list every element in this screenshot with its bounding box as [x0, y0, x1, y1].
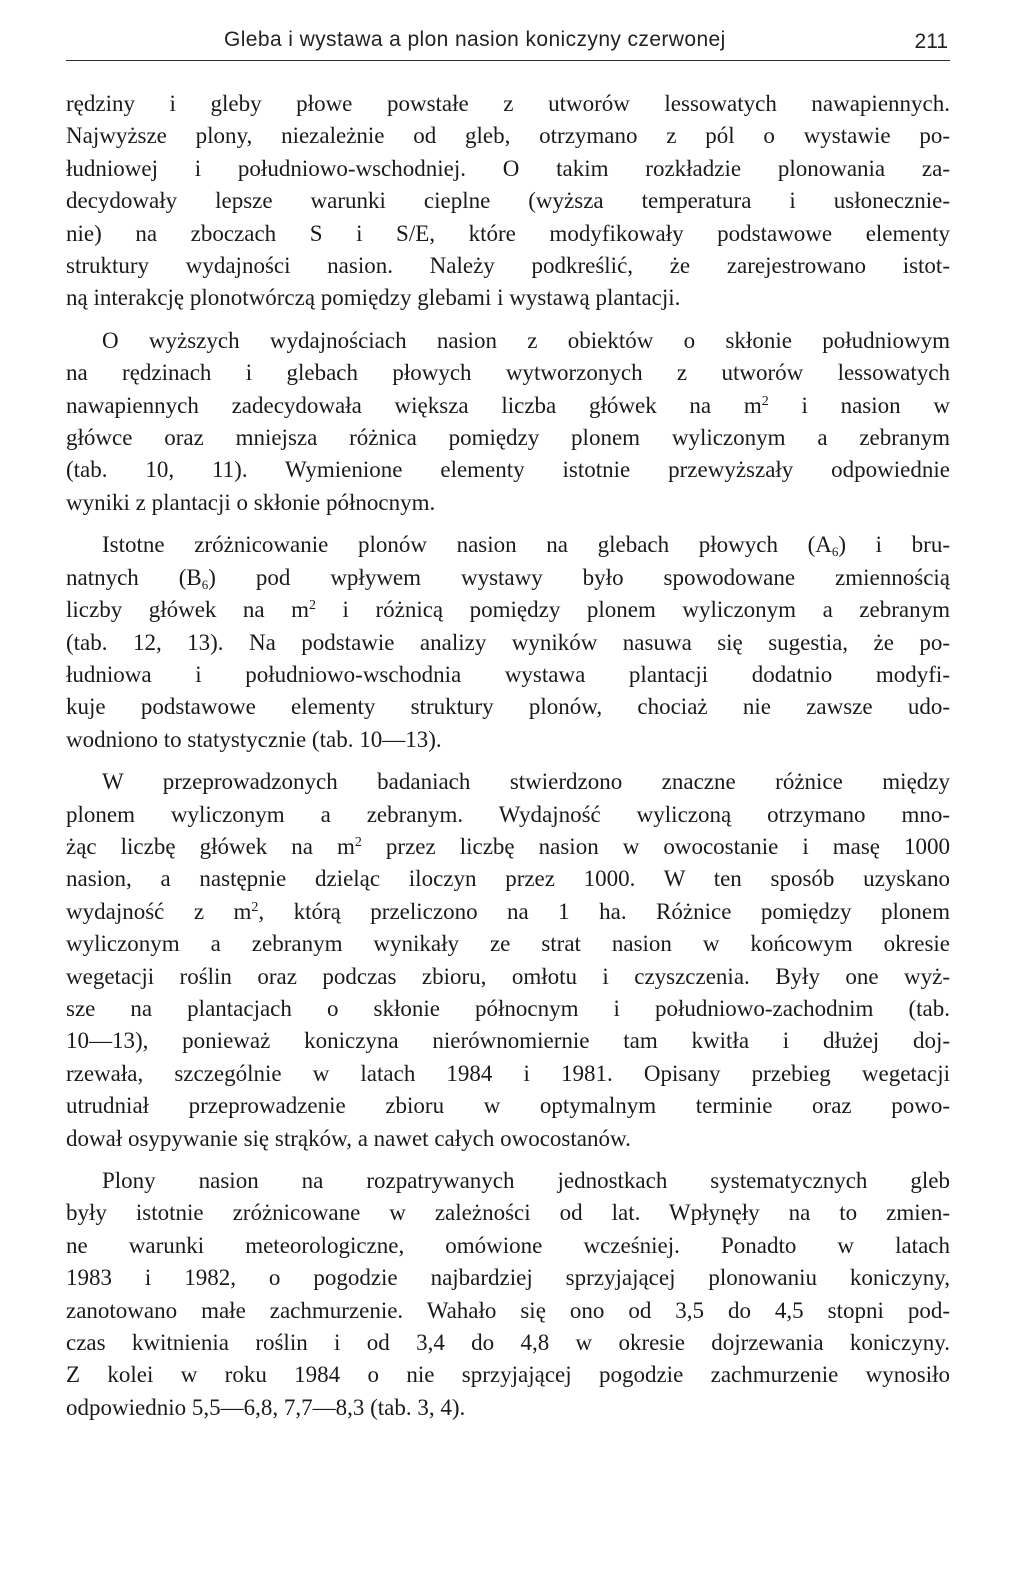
text-line: decydowały lepsze warunki cieplne (wyższa temperatura i usłonecznie-	[66, 188, 950, 214]
subscript: 6	[201, 576, 209, 592]
text-line: zanotowano małe zachmurzenie. Wahało się ono od 3,5 do 4,5 stopni pod-	[66, 1297, 950, 1323]
text-line: główce oraz mniejsza różnica pomiędzy plonem wyliczonym a zebranym	[66, 425, 950, 451]
text-line: ną interakcję plonotwórczą pomiędzy glebami i wystawą plantacji.	[66, 285, 681, 311]
text-line	[66, 896, 950, 928]
text-fragment: i różnicą pomiędzy plonem wyliczonym a zebranym	[316, 597, 950, 623]
text-line: wodniono to statystycznie (tab. 10—13).	[66, 726, 442, 752]
text-line: plonem wyliczonym a zebranym. Wydajność wyliczoną otrzymano mno-	[66, 801, 950, 827]
document-page	[66, 0, 951, 1420]
text-line: Najwyższe plony, niezależnie od gleb, otrzymano z pól o wystawie po-	[66, 123, 950, 149]
text-line: struktury wydajności nasion. Należy podkreślić, że zarejestrowano istot-	[66, 253, 950, 279]
text-fragment: liczby główek na m	[66, 597, 310, 623]
text-line: łudniowej i południowo-wschodniej. O takim rozkładzie plonowania za-	[66, 155, 950, 181]
text-fragment: żąc liczbę główek na m	[66, 833, 355, 859]
text-line: na rędzinach i glebach płowych wytworzonych z utworów lessowatych	[66, 360, 950, 386]
superscript: 2	[354, 834, 362, 850]
page-header	[66, 0, 950, 61]
body-text	[66, 88, 950, 1434]
text-line: sze na plantacjach o skłonie północnym i południowo-zachodnim (tab.	[66, 995, 950, 1021]
text-line: ne warunki meteorologiczne, omówione wcześniej. Ponadto w latach	[66, 1232, 950, 1258]
paragraph-2	[66, 325, 950, 519]
paragraph-5	[66, 1165, 950, 1424]
text-fragment: ) pod wpływem wystawy było spowodowane zmiennością	[208, 564, 951, 590]
text-fragment: wydajność z m	[66, 898, 252, 924]
subscript: 6	[831, 544, 839, 560]
text-fragment: przez liczbę nasion w owocostanie i masę 1000	[361, 833, 950, 859]
text-line: wyniki z plantacji o skłonie północnym.	[66, 489, 436, 515]
text-line	[66, 562, 950, 594]
text-line: (tab. 12, 13). Na podstawie analizy wyników nasuwa się sugestia, że po-	[66, 629, 950, 655]
text-fragment: ) i bru-	[838, 532, 950, 558]
text-fragment: natnych (B	[66, 564, 202, 590]
text-line: łudniowa i południowo-wschodnia wystawa plantacji dodatnio modyfi-	[66, 661, 950, 687]
page-number: 211	[914, 30, 948, 53]
superscript: 2	[761, 393, 769, 409]
text-fragment: i nasion w	[768, 392, 950, 418]
text-line: dował osypywanie się strąków, a nawet całych owocostanów.	[66, 1125, 631, 1151]
text-line: nie) na zboczach S i S/E, które modyfikowały podstawowe elementy	[66, 220, 950, 246]
text-line: (tab. 10, 11). Wymienione elementy istotnie przewyższały odpowiednie	[66, 457, 950, 483]
superscript: 2	[309, 598, 317, 614]
text-line: były istotnie zróżnicowane w zależności od lat. Wpłynęły na to zmien-	[66, 1200, 950, 1226]
paragraph-1	[66, 88, 950, 315]
text-line: nasion, a następnie dzieląc iloczyn przez 1000. W ten sposób uzyskano	[66, 866, 950, 892]
text-fragment: nawapiennych zadecydowała większa liczba główek na m	[66, 392, 762, 418]
text-line	[66, 529, 950, 561]
paragraph-3	[66, 529, 950, 756]
text-line: 1983 i 1982, o pogodzie najbardziej sprzyjającej plonowaniu koniczyny,	[66, 1265, 950, 1291]
text-line	[66, 390, 950, 422]
running-title: Gleba i wystawa a plon nasion koniczyny czerwonej	[224, 28, 726, 51]
text-line: wegetacji roślin oraz podczas zbioru, omłotu i czyszczenia. Były one wyż-	[66, 963, 950, 989]
paragraph-4	[66, 766, 950, 1155]
text-line: wyliczonym a zebranym wynikały ze strat nasion w końcowym okresie	[66, 931, 950, 957]
text-line: W przeprowadzonych badaniach stwierdzono znaczne różnice między	[102, 769, 950, 795]
text-line: Z kolei w roku 1984 o nie sprzyjającej pogodzie zachmurzenie wynosiło	[66, 1362, 950, 1388]
text-fragment: , którą przeliczono na 1 ha. Różnice pomiędzy plonem	[258, 898, 950, 924]
text-line: Plony nasion na rozpatrywanych jednostkach systematycznych gleb	[102, 1168, 950, 1193]
text-line: O wyższych wydajnościach nasion z obiektów o skłonie południowym	[102, 327, 950, 353]
text-line: czas kwitnienia roślin i od 3,4 do 4,8 w okresie dojrzewania koniczyny.	[66, 1330, 950, 1356]
text-line: utrudniał przeprowadzenie zbioru w optymalnym terminie oraz powo-	[66, 1093, 950, 1119]
text-line: odpowiednio 5,5—6,8, 7,7—8,3 (tab. 3, 4).	[66, 1394, 466, 1420]
text-line: kuje podstawowe elementy struktury plonów, chociaż nie zawsze udo-	[66, 694, 950, 720]
text-line: rzewała, szczególnie w latach 1984 i 1981. Opisany przebieg wegetacji	[66, 1060, 950, 1086]
text-fragment: Istotne zróżnicowanie plonów nasion na glebach płowych (A	[102, 532, 832, 558]
text-line	[66, 594, 950, 626]
text-line	[66, 831, 950, 863]
text-line: 10—13), ponieważ koniczyna nierównomiernie tam kwitła i dłużej doj-	[66, 1028, 950, 1054]
text-line: rędziny i gleby płowe powstałe z utworów lessowatych nawapiennych.	[66, 91, 950, 116]
superscript: 2	[251, 899, 259, 915]
